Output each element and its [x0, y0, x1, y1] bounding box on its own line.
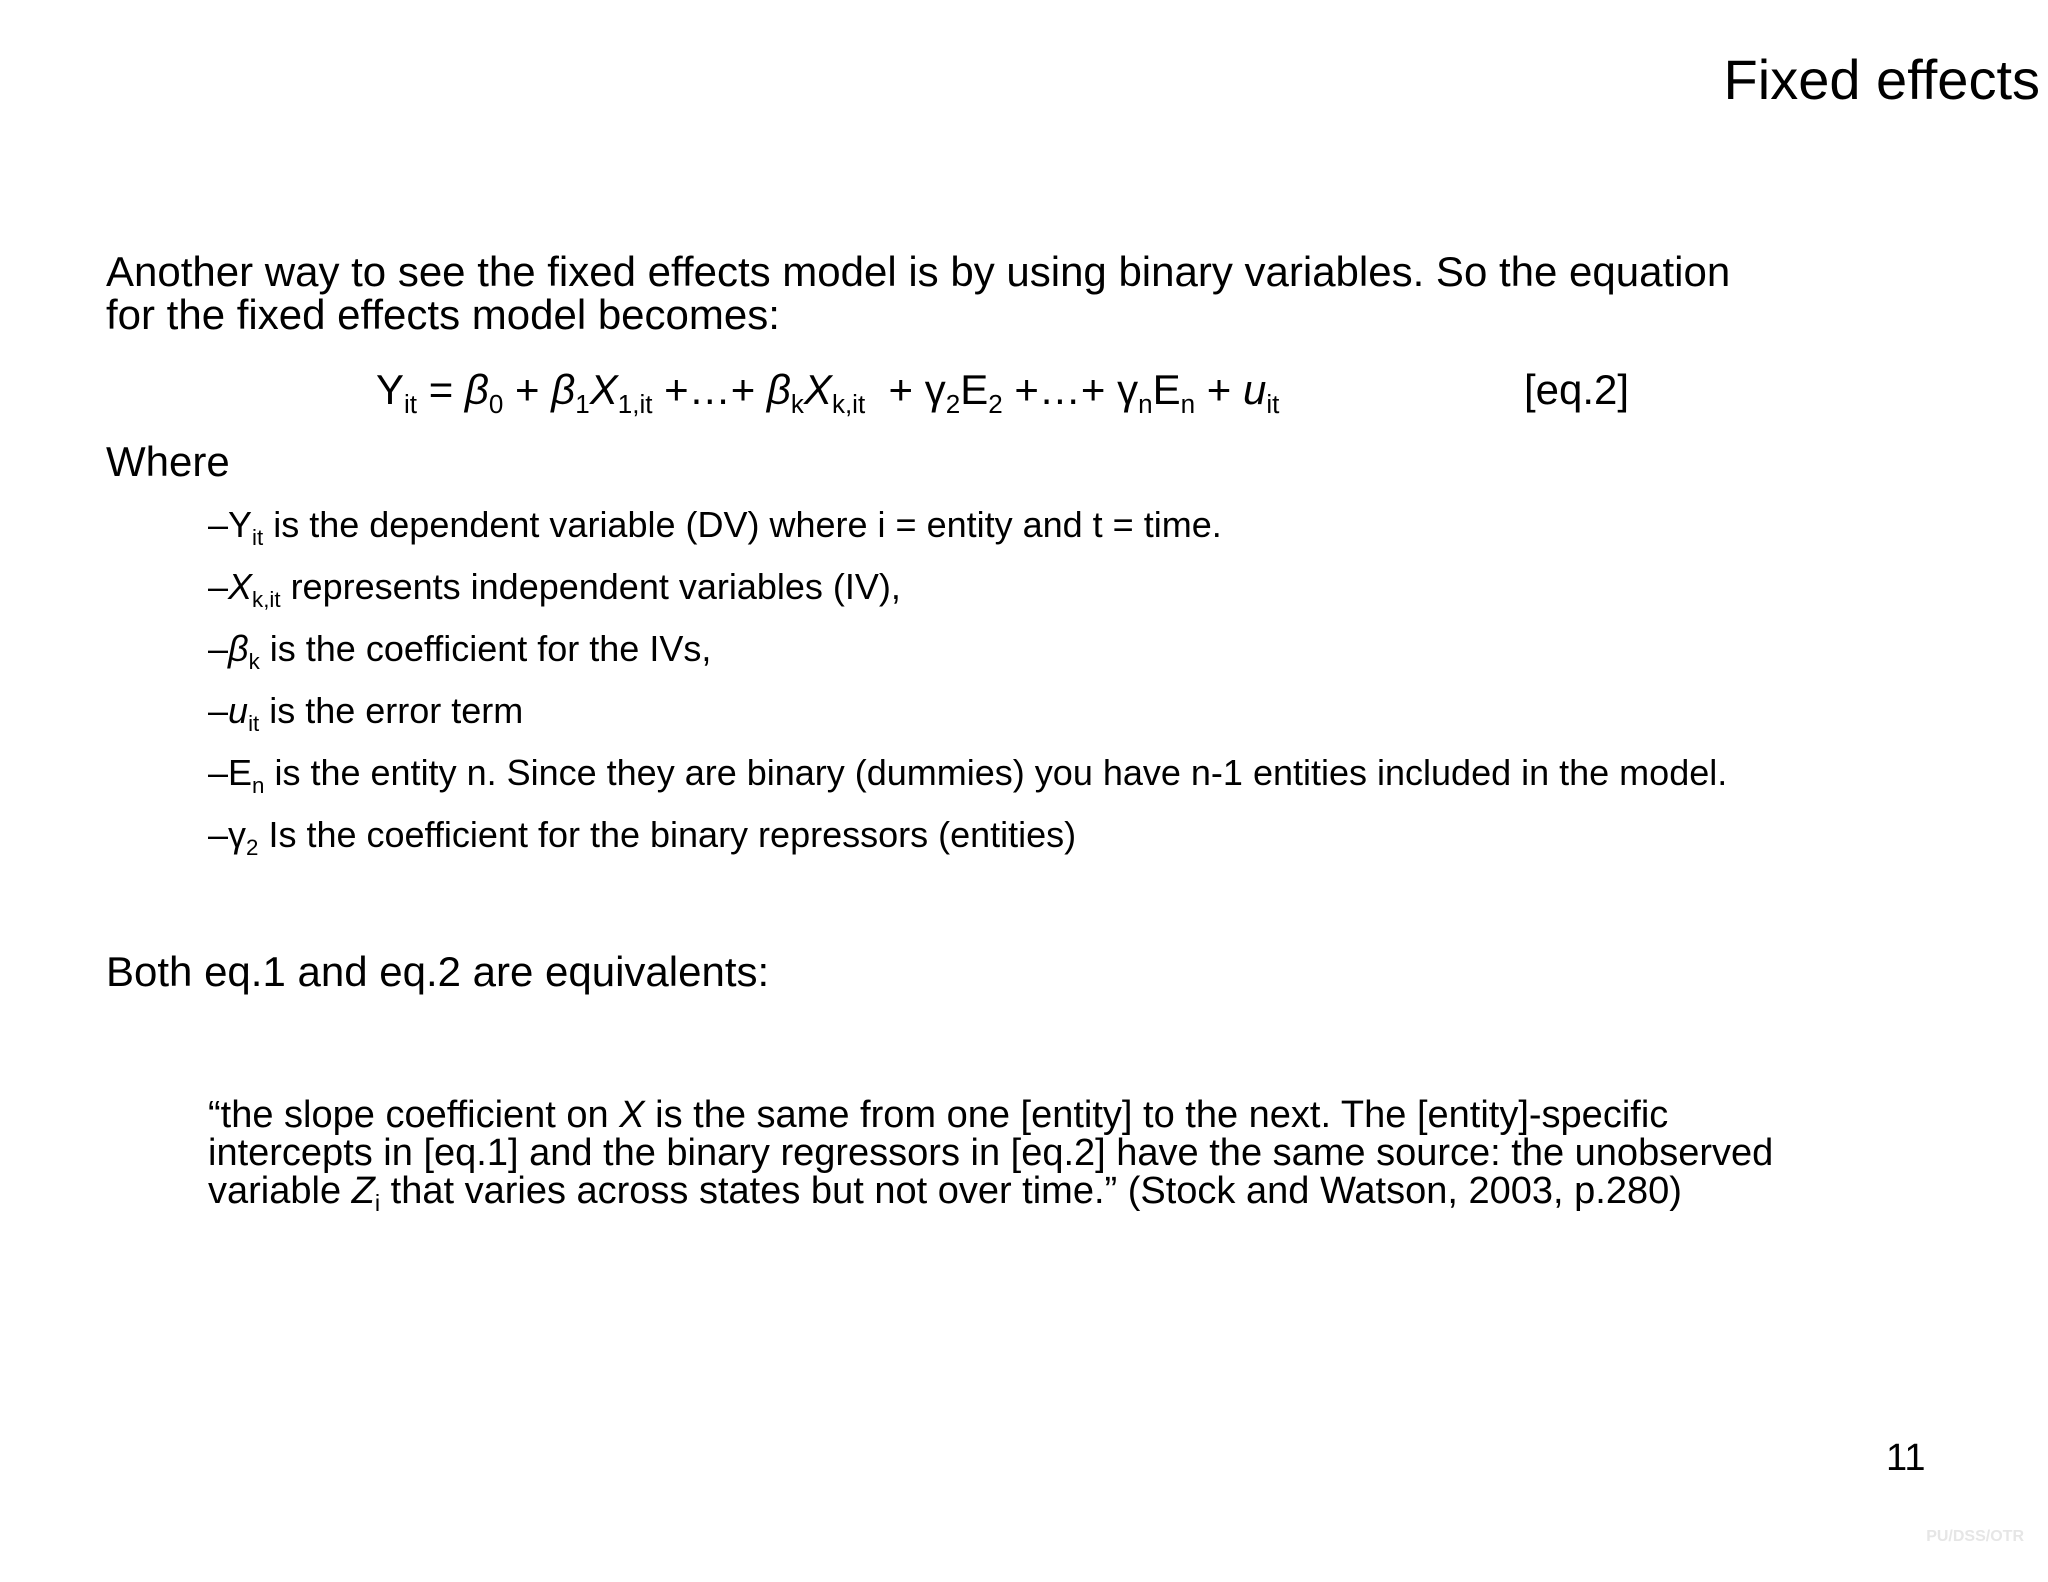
equivalence-statement: Both eq.1 and eq.2 are equivalents:	[106, 948, 770, 995]
definition-item: $-\gamma_2$ Is the coefficient for the binary repressors (entities)	[208, 814, 1077, 860]
intro-paragraph	[106, 250, 1730, 336]
quote-line-1: “the slope coefficient on X is the same from one [entity] to the next. The [entity]-specific	[208, 1094, 1669, 1136]
definition-item: $-X_{k,it}$ represents independent variables (IV),	[208, 566, 901, 612]
quote-line-3: variable $Z_i$ that varies across states but not over time.” (Stock and Watson, 2003, p.280)	[208, 1170, 1682, 1217]
fixed-effects-equation: $Y_{it} = \beta_0 + \beta_1X_{1,it}$ +…+ $\beta_kX_{k,it} + \gamma_2E_2$ +…+ $\gamma_nE_n + u_{it}$	[376, 366, 1280, 420]
slide-title: Fixed effects	[1723, 48, 2040, 111]
page-number: 11	[1886, 1437, 1926, 1479]
definition-item: $-E_n$ is the entity n. Since they are binary (dummies) you have n-1 entities included in the model.	[208, 752, 1728, 798]
definition-item: $-Y_{it}$ is the dependent variable (DV) where i = entity and t = time.	[208, 504, 1222, 550]
intro-line-2: for the fixed effects model becomes:	[106, 291, 780, 338]
where-label: Where	[106, 438, 230, 485]
definition-item: $-u_{it}$ is the error term	[208, 690, 524, 736]
quote-line-2: intercepts in [eq.1] and the binary regressors in [eq.2] have the same source: the unobserved	[208, 1132, 1774, 1174]
equation-reference: [eq.2]	[1524, 366, 1630, 413]
stock-watson-quote	[208, 1094, 1774, 1217]
intro-line-1: Another way to see the fixed effects model is by using binary variables. So the equation	[106, 248, 1731, 295]
definition-list	[208, 501, 1727, 873]
watermark: PU/DSS/OTR	[1926, 1528, 2024, 1545]
definition-item: $-\beta_k$ is the coefficient for the IVs,	[208, 628, 712, 674]
